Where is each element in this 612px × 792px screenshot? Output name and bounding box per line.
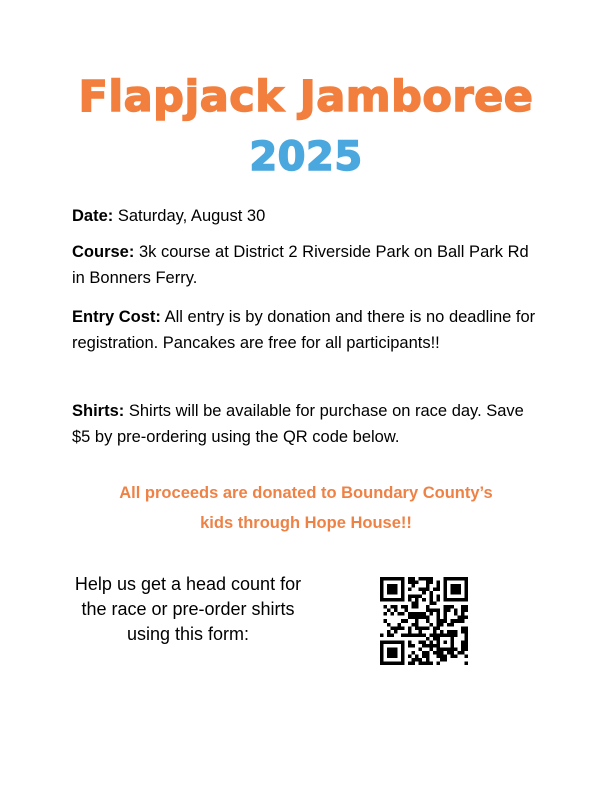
shirts-label: Shirts:: [72, 402, 125, 420]
course-value: 3k course at District 2 Riverside Park on Ball Park Rd in Bonners Ferry.: [72, 243, 529, 287]
entry-cost-value: All entry is by donation and there is no deadline for registration. Pancakes are free for all participants!!: [72, 308, 536, 352]
event-year: 2025: [249, 134, 363, 180]
proceeds-line-2: kids through Hope House!!: [200, 514, 412, 532]
help-text: Help us get a head count for the race or pre-order shirts using this form:: [74, 574, 302, 644]
shirts-value: Shirts will be available for purchase on race day. Save $5 by pre-ordering using the QR code below.: [72, 402, 524, 446]
date-value: Saturday, August 30: [117, 207, 266, 225]
qr-code-icon[interactable]: [380, 577, 468, 665]
event-title: Flapjack Jamboree: [78, 72, 534, 122]
date-label: Date:: [72, 207, 114, 225]
proceeds-line-1: All proceeds are donated to Boundary County’s: [119, 484, 493, 502]
shirts-line: [72, 398, 542, 450]
proceeds-note: [0, 478, 612, 538]
date-line: [72, 203, 542, 229]
course-label: Course:: [72, 243, 135, 261]
course-line: [72, 239, 542, 291]
entry-cost-line: [72, 304, 542, 356]
entry-cost-label: Entry Cost:: [72, 308, 161, 326]
